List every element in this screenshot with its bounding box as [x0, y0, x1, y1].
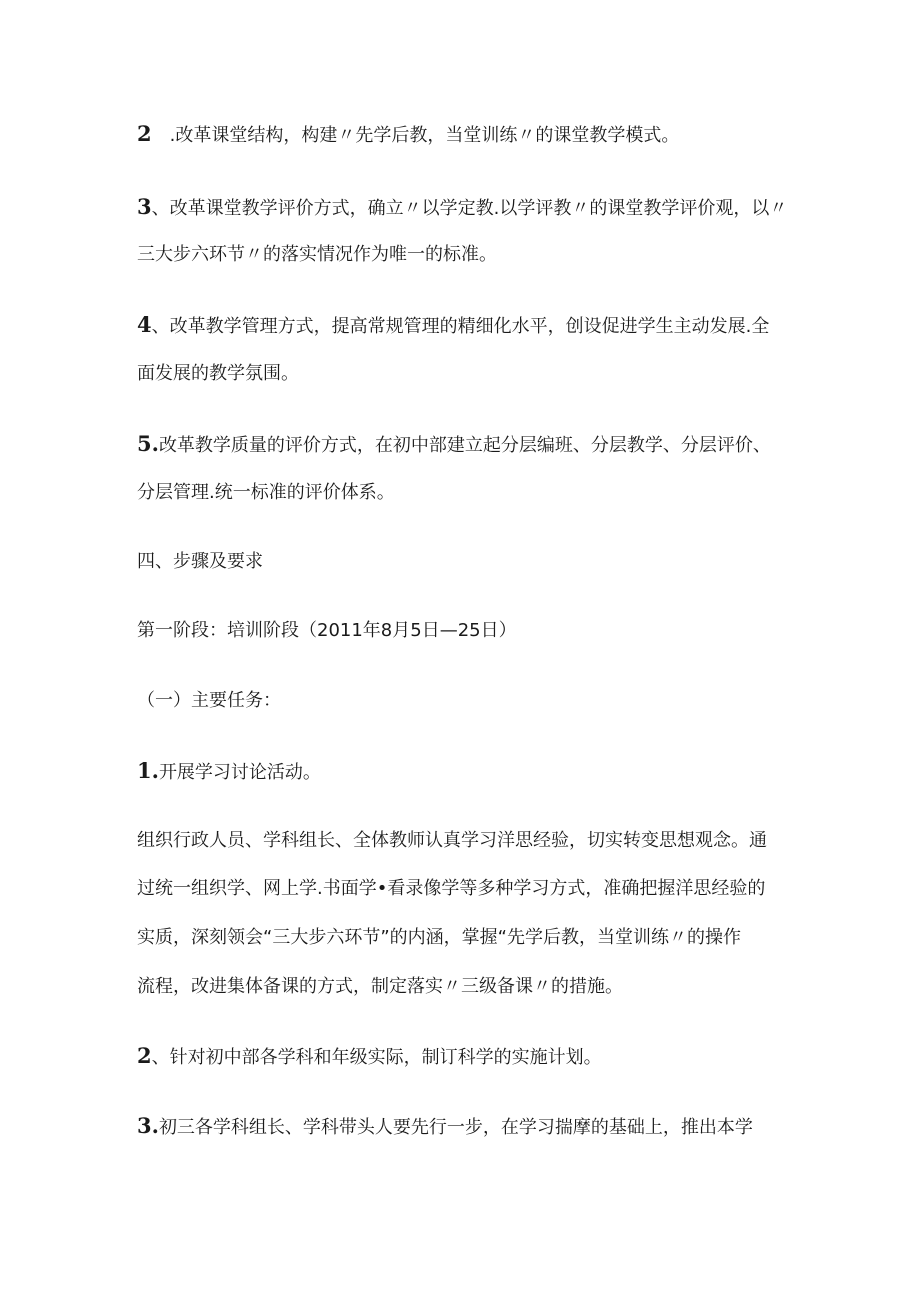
task-3-line [137, 1113, 797, 1141]
subsection-heading [137, 688, 797, 714]
item-3-line-continued [137, 242, 797, 268]
line-text: 开展学习讨论活动。 [158, 762, 321, 783]
item-3-line [137, 194, 797, 222]
line-text: 、针对初中部各学科和年级实际，制订科学的实施计划。 [151, 1047, 602, 1068]
task-1-line [137, 758, 797, 786]
item-number: 2 [137, 1043, 152, 1068]
item-number: 1. [137, 758, 159, 783]
item-number: 3 [137, 194, 152, 219]
item-number: 4 [137, 312, 152, 337]
task-2-line [137, 1043, 797, 1071]
paragraph-line [137, 828, 797, 854]
line-text: 实质，深刻领会“三大步六环节”的内涵，掌握“先学后教，当堂训练〃的操作 [137, 927, 741, 948]
line-text: 分层管理.统一标准的评价体系。 [137, 482, 395, 503]
phase-heading [137, 618, 797, 644]
item-5-line-continued [137, 480, 797, 506]
item-number: 2 [137, 121, 152, 146]
item-5-line [137, 431, 797, 459]
item-number: 3. [137, 1113, 159, 1138]
line-text: （一）主要任务： [137, 690, 281, 711]
line-text: 第一阶段：培训阶段（2011年8月5日—25日） [137, 620, 517, 641]
line-text: 改革教学质量的评价方式，在初中部建立起分层编班、分层教学、分层评价、 [158, 435, 771, 456]
item-2-line [137, 121, 797, 149]
line-text: 、改革课堂教学评价方式，确立〃以学定教.以学评教〃的课堂教学评价观，以〃 [151, 198, 788, 219]
line-text: .改革课堂结构，构建〃先学后教，当堂训练〃的课堂教学模式。 [151, 125, 680, 146]
item-4-line [137, 312, 797, 340]
item-number: 5. [137, 431, 159, 456]
line-text: 过统一组织学、网上学.书面学•看录像学等多种学习方式，准确把握洋思经验的 [137, 878, 766, 899]
item-4-line-continued [137, 361, 797, 387]
paragraph-line [137, 974, 797, 1000]
line-text: 组织行政人员、学科组长、全体教师认真学习洋思经验，切实转变思想观念。通 [137, 830, 767, 851]
line-text: 、改革教学管理方式，提高常规管理的精细化水平，创设促进学生主动发展.全 [151, 316, 770, 337]
paragraph-line [137, 925, 797, 951]
line-text: 三大步六环节〃的落实情况作为唯一的标准。 [137, 244, 497, 265]
line-text: 流程，改进集体备课的方式，制定落实〃三级备课〃的措施。 [137, 976, 623, 997]
line-text: 四、步骤及要求 [137, 551, 263, 572]
line-text: 面发展的教学氛围。 [137, 363, 299, 384]
section-heading [137, 549, 797, 575]
line-text: 初三各学科组长、学科带头人要先行一步，在学习揣摩的基础上，推出本学 [158, 1117, 753, 1138]
paragraph-line [137, 876, 797, 902]
